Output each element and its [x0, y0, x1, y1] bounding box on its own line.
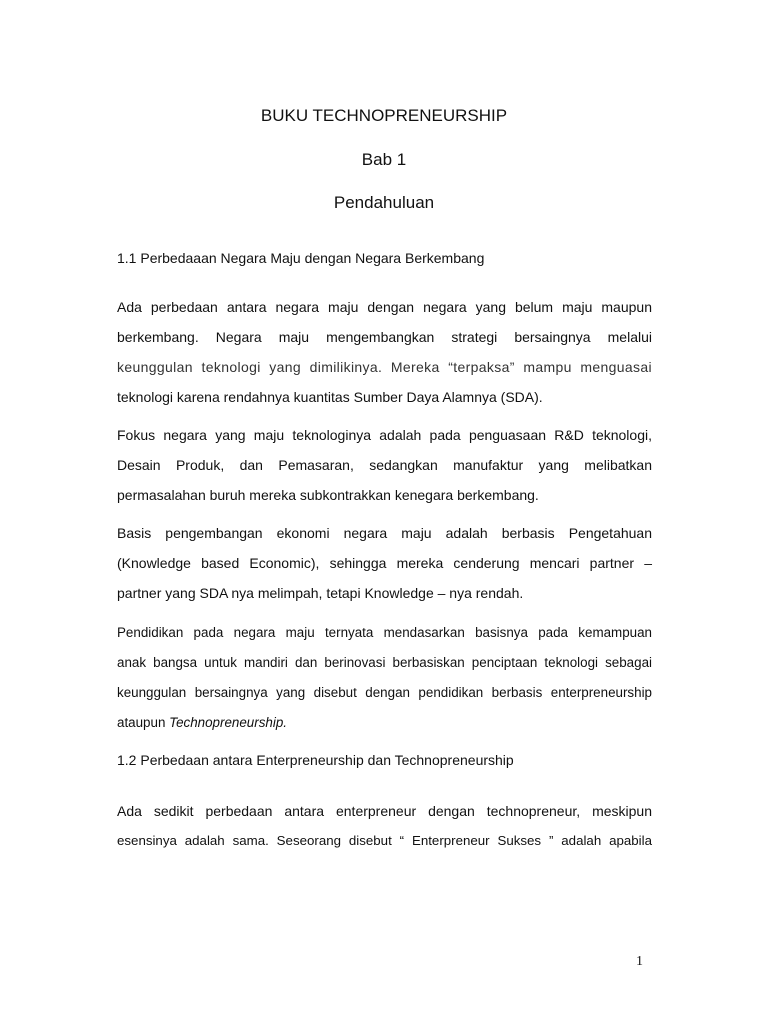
- chapter-title: Pendahuluan: [333, 193, 435, 212]
- section-heading-1-1: 1.1 Perbedaaan Negara Maju dengan Negara Berkembang: [117, 250, 485, 266]
- paragraph-line: Ada sedikit perbedaan antara enterpreneur dengan technopreneur, meskipun: [117, 803, 652, 819]
- paragraph-1: [117, 292, 652, 412]
- paragraph-4: [117, 618, 652, 738]
- book-title: BUKU TECHNOPRENEURSHIP: [260, 106, 508, 125]
- paragraph-line-text: ataupun: [117, 715, 170, 730]
- paragraph-line: berkembang. Negara maju mengembangkan strategi bersaingnya melalui: [117, 329, 652, 345]
- chapter-number: Bab 1: [361, 150, 407, 169]
- paragraph-line: Basis pengembangan ekonomi negara maju adalah berbasis Pengetahuan: [117, 525, 652, 541]
- paragraph-line: anak bangsa untuk mandiri dan berinovasi berbasiskan penciptaan teknologi sebagai: [117, 655, 652, 670]
- paragraph-line: permasalahan buruh mereka subkontrakkan kenegara berkembang.: [117, 487, 539, 503]
- paragraph-line: keunggulan bersaingnya yang disebut dengan pendidikan berbasis enterpreneurship: [117, 685, 652, 700]
- paragraph-3: [117, 518, 652, 608]
- paragraph-line: (Knowledge based Economic), sehingga mereka cenderung mencari partner –: [117, 555, 652, 571]
- paragraph-line: Pendidikan pada negara maju ternyata mendasarkan basisnya pada kemampuan: [117, 625, 652, 640]
- paragraph-line: partner yang SDA nya melimpah, tetapi Knowledge – nya rendah.: [117, 585, 524, 601]
- paragraph-5: [117, 796, 652, 856]
- page-number: 1: [636, 954, 643, 969]
- paragraph-line: Ada perbedaan antara negara maju dengan negara yang belum maju maupun: [117, 299, 652, 315]
- emphasized-term: Technopreneurship.: [169, 715, 287, 730]
- paragraph-2: [117, 420, 652, 510]
- section-heading-1-2: 1.2 Perbedaan antara Enterpreneurship dan Technopreneurship: [117, 752, 514, 768]
- paragraph-line: esensinya adalah sama. Seseorang disebut “ Enterpreneur Sukses ” adalah apabila: [117, 833, 652, 848]
- paragraph-line-last: [117, 708, 652, 738]
- paragraph-line: keunggulan teknologi yang dimilikinya. Mereka “terpaksa” mampu menguasai: [117, 359, 652, 375]
- paragraph-line: Fokus negara yang maju teknologinya adalah pada penguasaan R&D teknologi,: [117, 427, 652, 443]
- paragraph-line: teknologi karena rendahnya kuantitas Sumber Daya Alamnya (SDA).: [117, 389, 543, 405]
- paragraph-line: Desain Produk, dan Pemasaran, sedangkan manufaktur yang melibatkan: [117, 457, 652, 473]
